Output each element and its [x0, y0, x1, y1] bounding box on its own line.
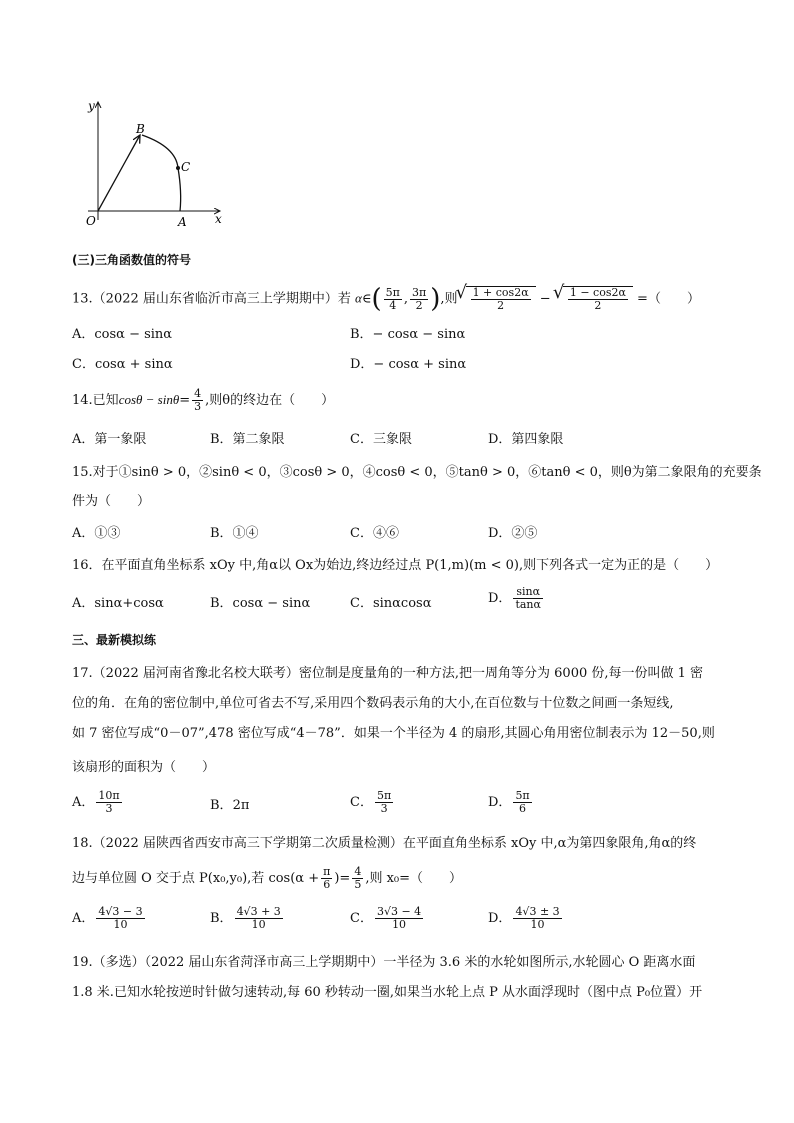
- q15-option-a: A．①③: [72, 526, 121, 541]
- question-14: 14.已知cosθ − sinθ= $\frac{4}{3}$ ,则θ的终边在（ ）: [72, 387, 335, 413]
- question-19-line1: 19.（多选）（2022 届山东省菏泽市高三上学期期中）一半径为 3.6 米的水轮如图所示,水轮圆心 O 距离水面: [72, 955, 696, 970]
- q17-option-a: A． $\frac{10\pi}{3}$: [72, 789, 120, 815]
- question-18-line2: 边与单位圆 O 交于点 P(x₀,y₀),若 cos(α + $\frac{\pi}{6}$ )= $\frac{4}{5}$ ,则 x₀=（ ）: [72, 865, 463, 891]
- q16-option-b: B．cosα − sinα: [210, 596, 311, 611]
- q18-option-b: B． $\frac{4√3 + 3}{10}$: [210, 905, 281, 931]
- q16-option-a: A．sinα+cosα: [72, 596, 164, 611]
- question-13: 13.（2022 届山东省临沂市高三上学期期中）若 α∈( $\frac{5\pi}{4}$ , $\frac{3\pi}{2}$ ),则 √ $\frac{1 + \cos 2\alpha}{2}$ − √ $\frac{1 - \cos 2\alpha}{2}$ =（ ）: [72, 286, 700, 312]
- q16-option-d: D． $\frac{\sin\alpha}{\tan\alpha}$: [488, 585, 541, 611]
- question-17-line3: 如 7 密位写成“0－07”,478 密位写成“4－78”．如果一个半径为 4 的扇形,其圆心角用密位制表示为 12－50,则: [72, 726, 715, 741]
- point-a-label: A: [178, 215, 187, 229]
- sector-figure: [68, 92, 238, 232]
- question-19-line2: 1.8 米.已知水轮按逆时针做匀速转动,每 60 秒转动一圈,如果当水轮上点 P 从水面浮现时（图中点 P₀位置）开: [72, 985, 703, 1000]
- q15-option-d: D．②⑤: [488, 526, 538, 541]
- point-c-label: C: [181, 160, 191, 174]
- origin-label: O: [86, 214, 96, 228]
- point-c: [176, 166, 180, 170]
- q16-option-c: C．sinαcosα: [350, 596, 432, 611]
- q18-option-c: C． $\frac{3√3 - 4}{10}$: [350, 905, 422, 931]
- question-17-line4: 该扇形的面积为（ ）: [72, 760, 216, 775]
- q14-option-c: C．三象限: [350, 432, 412, 447]
- q14-option-d: D．第四象限: [488, 432, 564, 447]
- q13-option-a: A．cosα − sinα: [72, 327, 173, 342]
- q14-option-a: A．第一象限: [72, 432, 147, 447]
- q13-option-d: D．− cosα + sinα: [350, 357, 467, 372]
- section-heading: (三)三角函数值的符号: [72, 253, 191, 267]
- q13-option-c: C．cosα + sinα: [72, 357, 173, 372]
- arc-ba: [142, 135, 181, 211]
- ray-ob: [98, 135, 140, 211]
- question-17-line2: 位的角．在角的密位制中,单位可省去不写,采用四个数码表示角的大小,在百位数与十位数之间画一条短线,: [72, 696, 674, 711]
- q18-option-d: D． $\frac{4√3 \pm 3}{10}$: [488, 905, 560, 931]
- axis-y-label: y: [88, 99, 95, 113]
- question-16: 16．在平面直角坐标系 xOy 中,角α以 Ox为始边,终边经过点 P(1,m)(m < 0),则下列各式一定为正的是（ ）: [72, 558, 719, 573]
- q18-option-a: A． $\frac{4√3 - 3}{10}$: [72, 905, 143, 931]
- q15-option-c: C．④⑥: [350, 526, 399, 541]
- section-heading-latest: 三、最新模拟练: [72, 633, 157, 647]
- axis-x-label: x: [215, 212, 222, 226]
- q13-option-b: B．− cosα − sinα: [350, 327, 466, 342]
- question-15-line2: 件为（ ）: [72, 494, 151, 509]
- q14-option-b: B．第二象限: [210, 432, 285, 447]
- q17-option-c: C． $\frac{5\pi}{3}$: [350, 789, 392, 815]
- question-17-line1: 17.（2022 届河南省豫北名校大联考）密位制是度量角的一种方法,把一周角等分为 6000 份,每一份叫做 1 密: [72, 666, 704, 681]
- question-15-line1: 15.对于①sinθ > 0，②sinθ < 0，③cosθ > 0，④cosθ < 0，⑤tanθ > 0，⑥tanθ < 0，则θ为第二象限角的充要条: [72, 465, 762, 480]
- q17-option-d: D． $\frac{5\pi}{6}$: [488, 789, 530, 815]
- q15-option-b: B．①④: [210, 526, 259, 541]
- question-18-line1: 18.（2022 届陕西省西安市高三下学期第二次质量检测）在平面直角坐标系 xOy 中,α为第四象限角,角α的终: [72, 836, 697, 851]
- q17-option-b: B．2π: [210, 798, 250, 813]
- point-b-label: B: [136, 122, 145, 136]
